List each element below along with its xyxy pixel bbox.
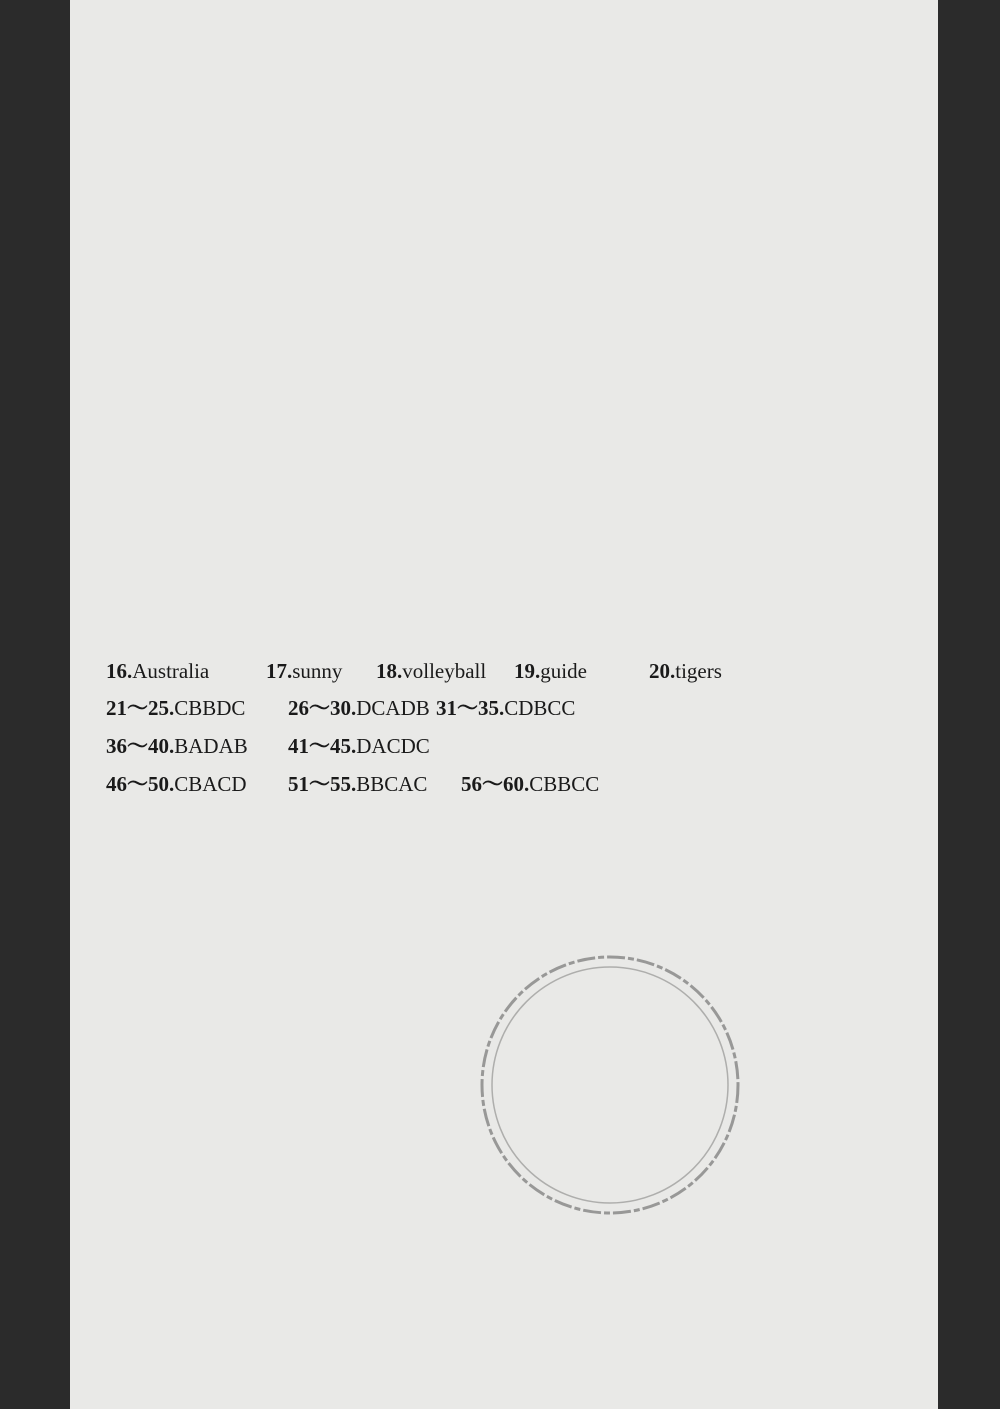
answer-item [436,695,575,721]
answer-item [106,733,248,759]
answer-value: CBACD [174,772,247,796]
answer-number: 51～55. [288,772,357,796]
answer-number: 17. [266,659,293,683]
answer-value: volleyball [402,659,487,683]
answer-number: 46～50. [106,772,175,796]
stamp-seal [465,940,755,1230]
answer-value: BADAB [174,734,248,758]
document-page [70,0,938,1409]
answer-item [288,733,430,759]
answer-item [649,658,722,684]
answer-value: DCADB [356,696,430,720]
answer-number: 21～25. [106,696,175,720]
answer-item [288,695,430,721]
answer-value: tigers [675,659,722,683]
answer-number: 18. [376,659,403,683]
answer-number: 36～40. [106,734,175,758]
answer-value: BBCAC [356,772,428,796]
answer-item [106,695,245,721]
answer-number: 16. [106,659,133,683]
answer-item [461,771,599,797]
answer-number: 20. [649,659,676,683]
answer-item [106,658,209,684]
answer-item [266,658,342,684]
answer-value: CDBCC [504,696,576,720]
answer-item [288,771,427,797]
answer-number: 41～45. [288,734,357,758]
answer-item [376,658,486,684]
answer-value: CBBCC [529,772,600,796]
answer-value: sunny [292,659,343,683]
answer-number: 19. [514,659,541,683]
answer-item [106,771,247,797]
answer-value: Australia [132,659,210,683]
answer-number: 31～35. [436,696,505,720]
answer-number: 26～30. [288,696,357,720]
answer-value: guide [540,659,587,683]
answer-item [514,658,587,684]
answer-value: DACDC [356,734,430,758]
answer-number: 56～60. [461,772,530,796]
answer-value: CBBDC [174,696,246,720]
